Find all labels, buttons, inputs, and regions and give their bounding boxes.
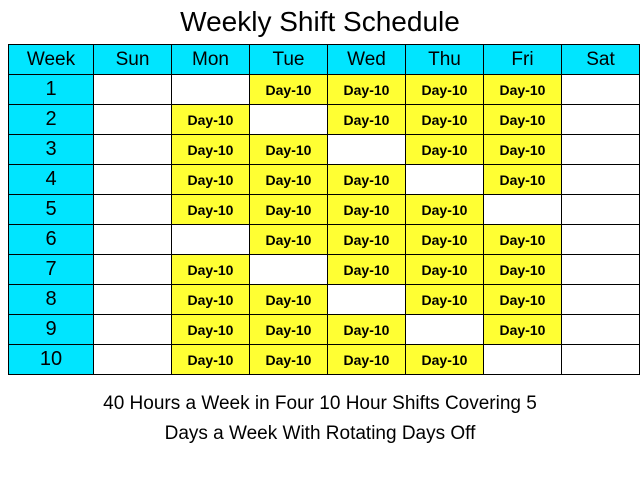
shift-cell <box>562 285 640 315</box>
shift-cell: Day-10 <box>250 195 328 225</box>
table-body <box>9 75 640 375</box>
shift-cell: Day-10 <box>328 255 406 285</box>
shift-cell: Day-10 <box>406 255 484 285</box>
shift-cell: Day-10 <box>172 315 250 345</box>
shift-cell <box>172 75 250 105</box>
shift-cell: Day-10 <box>406 105 484 135</box>
week-number: 6 <box>9 225 94 255</box>
shift-cell <box>94 255 172 285</box>
shift-cell <box>562 75 640 105</box>
shift-cell: Day-10 <box>172 135 250 165</box>
shift-cell <box>562 225 640 255</box>
shift-cell <box>94 315 172 345</box>
week-number: 10 <box>9 345 94 375</box>
header-row <box>9 45 640 75</box>
shift-cell: Day-10 <box>328 75 406 105</box>
shift-cell <box>484 345 562 375</box>
shift-cell: Day-10 <box>250 135 328 165</box>
shift-cell: Day-10 <box>406 345 484 375</box>
shift-cell <box>484 195 562 225</box>
shift-cell <box>94 135 172 165</box>
table-row <box>9 345 640 375</box>
shift-cell <box>94 165 172 195</box>
schedule-caption <box>0 375 640 449</box>
table-row <box>9 105 640 135</box>
week-number: 3 <box>9 135 94 165</box>
week-number: 4 <box>9 165 94 195</box>
shift-cell <box>250 105 328 135</box>
caption-line-2: Days a Week With Rotating Days Off <box>164 423 476 444</box>
shift-cell <box>328 135 406 165</box>
header-cell-thu: Thu <box>406 45 484 75</box>
week-number: 8 <box>9 285 94 315</box>
table-row <box>9 255 640 285</box>
table-row <box>9 165 640 195</box>
shift-cell <box>94 105 172 135</box>
shift-cell: Day-10 <box>172 255 250 285</box>
shift-cell: Day-10 <box>172 285 250 315</box>
shift-cell <box>562 135 640 165</box>
shift-cell <box>562 315 640 345</box>
shift-cell: Day-10 <box>406 225 484 255</box>
shift-cell <box>562 345 640 375</box>
shift-cell: Day-10 <box>250 285 328 315</box>
page-title: Weekly Shift Schedule <box>180 6 460 37</box>
shift-cell <box>328 285 406 315</box>
shift-cell: Day-10 <box>250 315 328 345</box>
shift-cell: Day-10 <box>406 195 484 225</box>
shift-cell: Day-10 <box>172 345 250 375</box>
shift-cell <box>94 225 172 255</box>
table-row <box>9 75 640 105</box>
shift-cell: Day-10 <box>172 165 250 195</box>
caption-line-1: 40 Hours a Week in Four 10 Hour Shifts Covering 5 <box>103 393 537 414</box>
shift-cell <box>406 315 484 345</box>
table-header <box>9 45 640 75</box>
week-number: 5 <box>9 195 94 225</box>
shift-cell: Day-10 <box>484 165 562 195</box>
shift-cell <box>562 255 640 285</box>
table-row <box>9 285 640 315</box>
week-number: 7 <box>9 255 94 285</box>
shift-cell: Day-10 <box>484 105 562 135</box>
shift-cell <box>406 165 484 195</box>
shift-cell <box>94 345 172 375</box>
schedule-table <box>8 44 640 375</box>
shift-cell: Day-10 <box>328 225 406 255</box>
shift-cell <box>562 165 640 195</box>
shift-cell <box>94 75 172 105</box>
shift-cell: Day-10 <box>484 285 562 315</box>
shift-cell: Day-10 <box>250 225 328 255</box>
header-cell-mon: Mon <box>172 45 250 75</box>
shift-cell: Day-10 <box>328 315 406 345</box>
header-cell-week: Week <box>9 45 94 75</box>
header-cell-sat: Sat <box>562 45 640 75</box>
header-cell-fri: Fri <box>484 45 562 75</box>
shift-cell: Day-10 <box>250 165 328 195</box>
week-number: 1 <box>9 75 94 105</box>
week-number: 2 <box>9 105 94 135</box>
shift-cell <box>250 255 328 285</box>
shift-cell: Day-10 <box>328 165 406 195</box>
table-row <box>9 315 640 345</box>
shift-cell: Day-10 <box>328 105 406 135</box>
shift-cell: Day-10 <box>484 75 562 105</box>
shift-cell: Day-10 <box>406 285 484 315</box>
shift-cell: Day-10 <box>172 105 250 135</box>
shift-cell <box>562 105 640 135</box>
shift-cell: Day-10 <box>484 135 562 165</box>
shift-cell: Day-10 <box>172 195 250 225</box>
shift-cell <box>562 195 640 225</box>
shift-cell: Day-10 <box>250 75 328 105</box>
header-cell-wed: Wed <box>328 45 406 75</box>
shift-cell: Day-10 <box>250 345 328 375</box>
table-row <box>9 225 640 255</box>
shift-cell: Day-10 <box>484 225 562 255</box>
header-cell-tue: Tue <box>250 45 328 75</box>
shift-cell <box>172 225 250 255</box>
shift-cell: Day-10 <box>484 255 562 285</box>
schedule-table-wrapper <box>0 44 640 375</box>
shift-cell: Day-10 <box>406 75 484 105</box>
shift-cell <box>94 285 172 315</box>
shift-cell: Day-10 <box>328 345 406 375</box>
table-row <box>9 195 640 225</box>
shift-cell: Day-10 <box>484 315 562 345</box>
shift-cell: Day-10 <box>328 195 406 225</box>
week-number: 9 <box>9 315 94 345</box>
shift-cell: Day-10 <box>406 135 484 165</box>
table-row <box>9 135 640 165</box>
shift-cell <box>94 195 172 225</box>
header-cell-sun: Sun <box>94 45 172 75</box>
